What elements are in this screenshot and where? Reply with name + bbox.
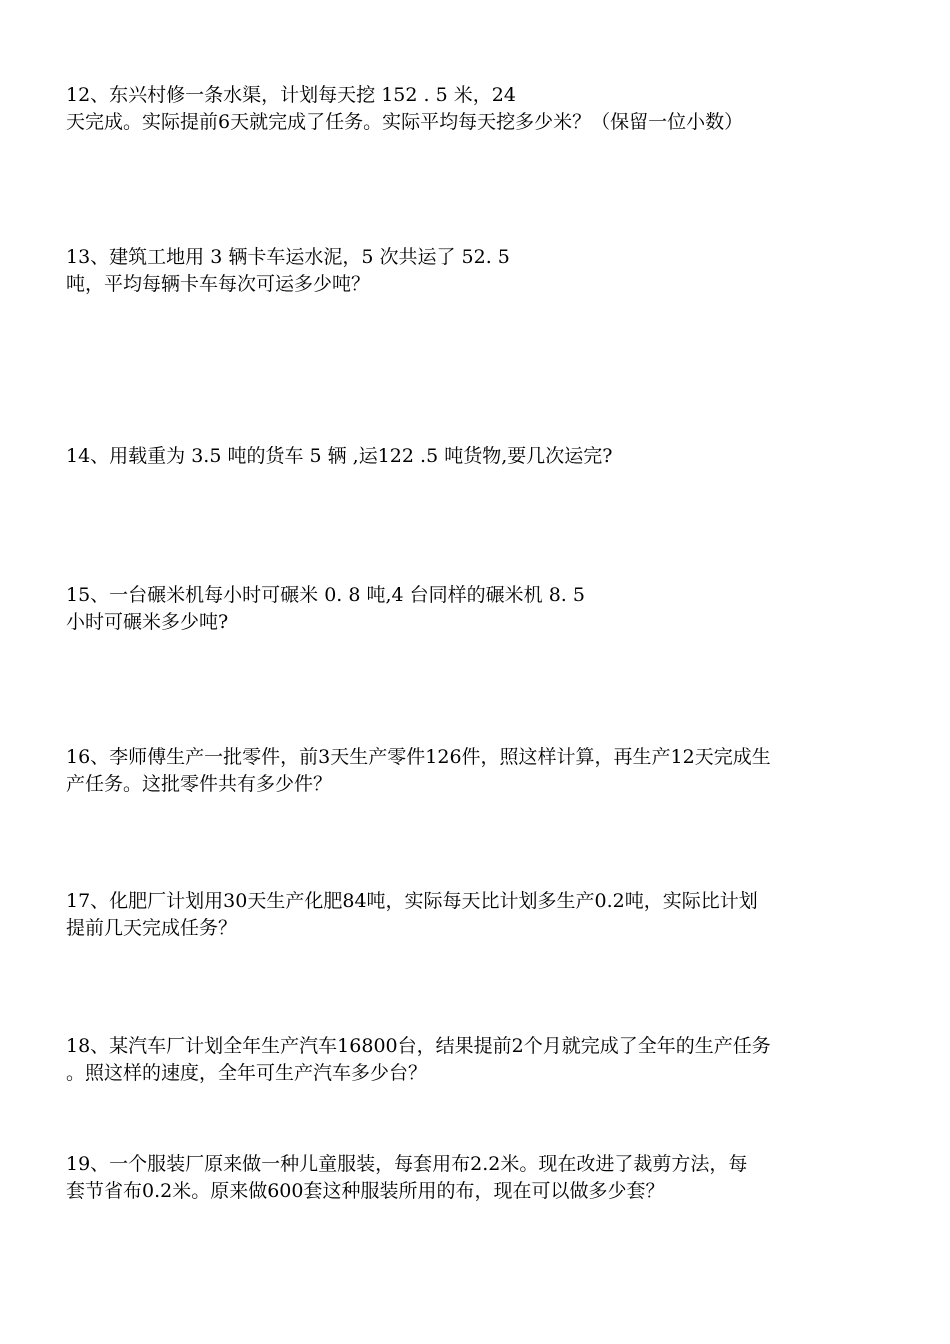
problem-13-line-1: 13、建筑工地用 3 辆卡车运水泥，5 次共运了 52. 5 <box>66 246 510 268</box>
problem-18 <box>66 1033 896 1087</box>
problem-14 <box>66 443 896 470</box>
problem-17-line-1: 17、化肥厂计划用30天生产化肥84吨，实际每天比计划多生产0.2吨，实际比计划 <box>66 890 758 912</box>
problem-17 <box>66 888 896 942</box>
problem-18-line-2: 。照这样的速度，全年可生产汽车多少台？ <box>66 1062 428 1084</box>
problem-18-line-1: 18、某汽车厂计划全年生产汽车16800台，结果提前2个月就完成了全年的生产任务 <box>66 1035 771 1057</box>
problem-19 <box>66 1151 896 1205</box>
problem-17-line-2: 提前几天完成任务？ <box>66 917 238 939</box>
problem-15-line-1: 15、一台碾米机每小时可碾米 0. 8 吨,4 台同样的碾米机 8. 5 <box>66 584 585 606</box>
problem-16-line-2: 产任务。这批零件共有多少件？ <box>66 773 333 795</box>
problem-15 <box>66 582 896 636</box>
problem-12 <box>66 82 896 136</box>
problem-13 <box>66 244 896 298</box>
problem-19-line-2: 套节省布0.2米。原来做600套这种服装所用的布，现在可以做多少套？ <box>66 1180 665 1202</box>
problem-15-line-2: 小时可碾米多少吨? <box>66 611 229 633</box>
problem-19-line-1: 19、一个服装厂原来做一种儿童服装，每套用布2.2米。现在改进了裁剪方法，每 <box>66 1153 748 1175</box>
problem-13-line-2: 吨，平均每辆卡车每次可运多少吨？ <box>66 273 371 295</box>
problem-12-line-1: 12、东兴村修一条水渠，计划每天挖 152 . 5 米，24 <box>66 84 516 106</box>
problem-16-line-1: 16、李师傅生产一批零件，前3天生产零件126件，照这样计算，再生产12天完成生 <box>66 746 771 768</box>
problem-14-line-1: 14、用载重为 3.5 吨的货车 5 辆 ,运122 .5 吨货物,要几次运完? <box>66 445 613 467</box>
problem-16 <box>66 744 896 798</box>
problem-12-line-2: 天完成。实际提前6天就完成了任务。实际平均每天挖多少米？（保留一位小数） <box>66 111 744 133</box>
